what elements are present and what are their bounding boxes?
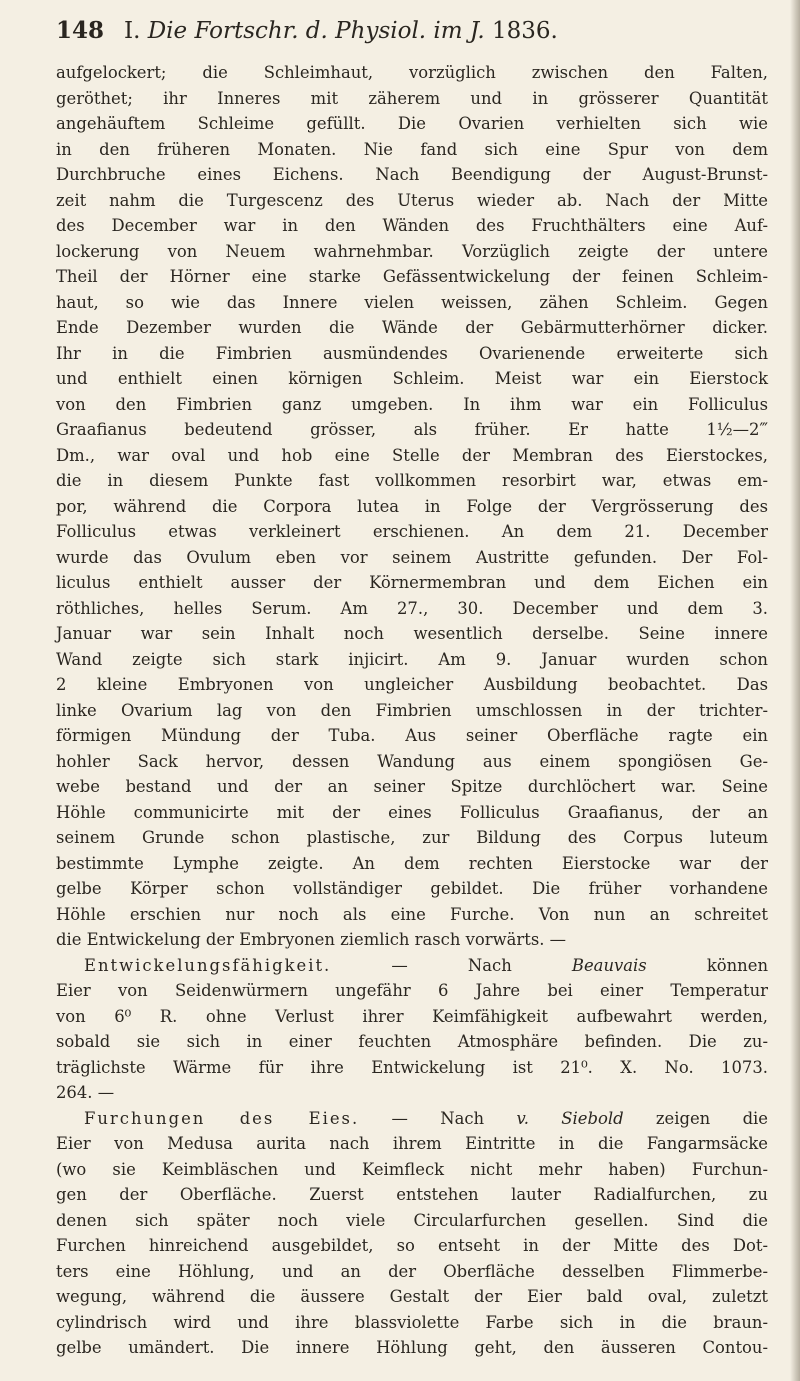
text-line: Folliculus etwas verkleinert erschienen. An dem 21. December (56, 522, 768, 541)
text-line: sobald sie sich in einer feuchten Atmosphäre befinden. Die zu- (56, 1032, 768, 1051)
text-line: aufgelockert; die Schleimhaut, vorzüglich zwischen den Falten, (56, 63, 768, 82)
journal-title: Die Fortschr. d. Physiol. im J. (147, 18, 485, 44)
text-line: Furchungen des Eies. — Nach v. Siebold zeigen die (84, 1108, 768, 1128)
text-line: cylindrisch wird und ihre blassviolette Farbe sich in die braun- (56, 1312, 768, 1332)
text-line: Eier von Seidenwürmern ungefähr 6 Jahre bei einer Temperatur (56, 981, 768, 1000)
text-line: des December war in den Wänden des Fruchthälters eine Auf- (56, 216, 768, 235)
text-line: lockerung von Neuem wahrnehmbar. Vorzüglich zeigte der untere (56, 241, 768, 261)
text-line: wurde das Ovulum eben vor seinem Austritte gefunden. Der Fol- (56, 547, 768, 567)
document-page (56, 14, 768, 1361)
text-line: seinem Grunde schon plastische, zur Bildung des Corpus luteum (56, 828, 768, 847)
section-number: I. (124, 18, 141, 44)
text-line: wegung, während die äussere Gestalt der Eier bald oval, zuletzt (56, 1287, 768, 1306)
text-line: in den früheren Monaten. Nie fand sich eine Spur von dem (56, 139, 768, 159)
text-line: (wo sie Keimbläschen und Keimfleck nicht mehr haben) Furchun- (56, 1159, 768, 1179)
text-line: die Entwickelung der Embryonen ziemlich rasch vorwärts. — (56, 930, 567, 949)
running-title (124, 14, 768, 48)
text-line: Ende Dezember wurden die Wände der Gebärmutterhörner dicker. (56, 318, 768, 337)
text-line: denen sich später noch viele Circularfurchen gesellen. Sind die (56, 1210, 768, 1230)
text-line: Höhle communicirte mit der eines Folliculus Graafianus, der an (56, 802, 768, 822)
text-line: webe bestand und der an seiner Spitze durchlöchert war. Seine (56, 777, 768, 796)
text-line: Durchbruche eines Eichens. Nach Beendigung der August-Brunst- (56, 165, 768, 184)
text-line: liculus enthielt ausser der Körnermembran und dem Eichen ein (56, 573, 768, 592)
text-line: Graafianus bedeutend grösser, als früher. Er hatte 1½—2‴ (56, 420, 768, 439)
text-line: Ihr in die Fimbrien ausmündendes Ovarienende erweiterte sich (56, 343, 768, 363)
text-line: Furchen hinreichend ausgebildet, so entseht in der Mitte des Dot- (56, 1236, 768, 1255)
author-name: v. Siebold (516, 1108, 624, 1128)
text-line: zeit nahm die Turgescenz des Uterus wieder ab. Nach der Mitte (56, 190, 768, 210)
paragraph-ovarien (56, 60, 768, 953)
text-line: Januar war sein Inhalt noch wesentlich derselbe. Seine innere (56, 624, 768, 643)
text-line: röthliches, helles Serum. Am 27., 30. December und dem 3. (56, 598, 768, 618)
paragraph-entwickelungsfaehigkeit (56, 953, 768, 1106)
text-line: Eier von Medusa aurita nach ihrem Eintritte in die Fangarmsäcke (56, 1134, 768, 1153)
section-heading: Furchungen des Eies. (84, 1108, 360, 1128)
section-heading: Entwickelungsfähigkeit. (84, 955, 332, 975)
text-line: bestimmte Lymphe zeigte. An dem rechten Eierstocke war der (56, 853, 768, 873)
text-line: Wand zeigte sich stark injicirt. Am 9. Januar wurden schon (56, 649, 768, 669)
text-line: von den Fimbrien ganz umgeben. In ihm war ein Folliculus (56, 394, 768, 414)
text-line: förmigen Mündung der Tuba. Aus seiner Oberfläche ragte ein (56, 726, 768, 745)
text-line: hohler Sack hervor, dessen Wandung aus einem spongiösen Ge- (56, 751, 768, 771)
text-line: por, während die Corpora lutea in Folge der Vergrösserung des (56, 496, 768, 516)
paragraph-furchungen (56, 1106, 768, 1361)
text-line: träglichste Wärme für ihre Entwickelung ist 21⁰. X. No. 1073. (56, 1057, 768, 1077)
page-number: 148 (56, 17, 105, 44)
text-line: linke Ovarium lag von den Fimbrien umschlossen in der trichter- (56, 700, 768, 720)
text-line: gelbe umändert. Die innere Höhlung geht, den äusseren Contou- (56, 1338, 768, 1357)
text-line: von 6⁰ R. ohne Verlust ihrer Keimfähigkeit aufbewahrt werden, (56, 1006, 768, 1026)
text-line: ters eine Höhlung, und an der Oberfläche desselben Flimmerbe- (56, 1261, 768, 1281)
text-line: haut, so wie das Innere vielen weissen, zähen Schleim. Gegen (56, 292, 768, 312)
text-line: Höhle erschien nur noch als eine Furche. Von nun an schreitet (56, 904, 768, 924)
text-line: gelbe Körper schon vollständiger gebildet. Die früher vorhandene (56, 879, 768, 898)
text-line: die in diesem Punkte fast vollkommen resorbirt war, etwas em- (56, 471, 768, 490)
text-line: 264. — (56, 1083, 115, 1102)
text-line: Theil der Hörner eine starke Gefässentwickelung der feinen Schleim- (56, 267, 768, 286)
page-edge-shadow (790, 0, 800, 1381)
text-body (56, 60, 768, 1361)
running-header (56, 14, 768, 48)
text-line: Dm., war oval und hob eine Stelle der Membran des Eierstockes, (56, 445, 768, 465)
text-line: Entwickelungsfähigkeit. — Nach Beauvais können (84, 955, 768, 975)
text-line: angehäuftem Schleime gefüllt. Die Ovarien verhielten sich wie (56, 114, 768, 133)
header-year: 1836. (491, 18, 558, 44)
text-line: 2 kleine Embryonen von ungleicher Ausbildung beobachtet. Das (56, 675, 768, 694)
text-line: und enthielt einen körnigen Schleim. Meist war ein Eierstock (56, 369, 768, 388)
author-name: Beauvais (571, 955, 647, 975)
text-line: gen der Oberfläche. Zuerst entstehen lauter Radialfurchen, zu (56, 1185, 768, 1204)
text-line: geröthet; ihr Inneres mit zäherem und in grösserer Quantität (56, 88, 768, 108)
